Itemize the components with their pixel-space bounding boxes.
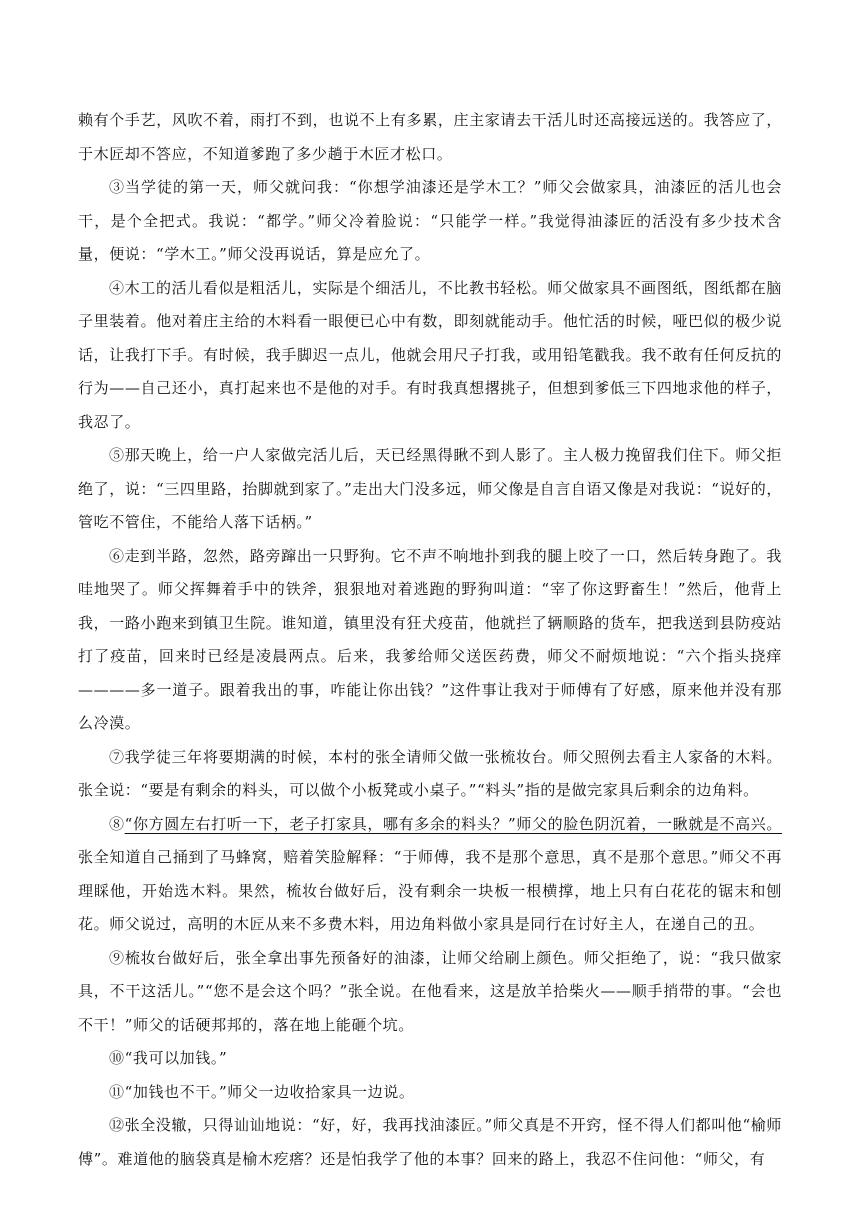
paragraph-5: ⑤那天晚上，给一户人家做完活儿后，天已经黑得瞅不到人影了。主人极力挽留我们住下。师父拒绝了，说：“三四里路，抬脚就到家了。”走出大门没多远，师父像是自言自语又像是对我说：“说好的，管吃不管住，不能给人落下话柄。” [78, 446, 782, 531]
paragraph-10: ⑩“我可以加钱。” [109, 1049, 228, 1067]
paragraph-9: ⑨梳妆台做好后，张全拿出事先预备好的油漆，让师父给刷上颜色。师父拒绝了，说：“我只做家具，不干这活儿。”“您不是会这个吗？”张全说。在他看来，这是放羊拾柴火——顺手捎带的事。“会也不干！”师父的话硬邦邦的，落在地上能砸个坑。 [78, 948, 782, 1034]
underlined-sentence: “你方圆左右打听一下，老子打家具，哪有多余的料头？”师父的脸色阴沉着，一瞅就是不高兴。 [124, 814, 782, 833]
body-text [78, 104, 782, 1176]
paragraph-12: ⑫张全没辙，只得讪讪地说：“好，好，我再找油漆匠。”师父真是不开窍，怪不得人们都叫他“榆师傅”。难道他的脑袋真是榆木疙瘩？还是怕我学了他的本事？回来的路上，我忍不住问他：“师父，有 [78, 1116, 782, 1168]
paragraph-continued: 赖有个手艺，风吹不着，雨打不到，也说不上有多累，庄主家请去干活儿时还高接远送的。我答应了，于木匠却不答应，不知道爹跑了多少趟于木匠才松口。 [78, 111, 782, 163]
paragraph-3: ③当学徒的第一天，师父就问我：“你想学油漆还是学木工？”师父会做家具，油漆匠的活儿也会干，是个全把式。我说：“都学。”师父冷着脸说：“只能学一样。”我觉得油漆匠的活没有多少技术含量，便说：“学木工。”师父没再说话，算是应允了。 [78, 178, 782, 263]
paragraph-6: ⑥走到半路，忽然，路旁蹿出一只野狗。它不声不响地扑到我的腿上咬了一口，然后转身跑了。我哇地哭了。师父挥舞着手中的铁斧，狠狠地对着逃跑的野狗叫道：“宰了你这野畜生！”然后，他背上我，一路小跑来到镇卫生院。谁知道，镇里没有狂犬疫苗，他就拦了辆顺路的货车，把我送到县防疫站打了疫苗，回来时已经是凌晨两点。后来，我爹给师父送医药费，师父不耐烦地说：“六个指头挠痒————多一道子。跟着我出的事，咋能让你出钱？”这件事让我对于师傅有了好感，原来他并没有那么冷漠。 [78, 546, 782, 732]
paragraph-7: ⑦我学徒三年将要期满的时候，本村的张全请师父做一张梳妆台。师父照例去看主人家备的木料。张全说：“要是有剩余的料头，可以做个小板凳或小桌子。”“料头”指的是做完家具后剩余的边角料。 [78, 747, 782, 799]
paragraph-8-rest: 张全知道自己捅到了马蜂窝，赔着笑脸解释：“于师傅，我不是那个意思，真不是那个意思。”师父不再理睬他，开始选木料。果然，梳妆台做好后，没有剩余一块板一根横撑，地上只有白花花的锯末和刨花。师父说过，高明的木匠从来不多费木料，用边角料做小家具是同行在讨好主人，在递自己的丑。 [78, 848, 782, 933]
paragraph-11: ⑪“加钱也不干。”师父一边收拾家具一边说。 [109, 1082, 415, 1101]
paragraph-8-number: ⑧ [109, 814, 125, 833]
paragraph-8 [78, 808, 782, 942]
paragraph-4: ④木工的活儿看似是粗活儿，实际是个细活儿，不比教书轻松。师父做家具不画图纸，图纸都在脑子里装着。他对着庄主给的木料看一眼便已心中有数，即刻就能动手。他忙活的时候，哑巴似的极少说话，让我打下手。有时候，我手脚迟一点儿，他就会用尺子打我，或用铅笔戳我。我不敢有任何反抗的行为——自己还小，真打起来也不是他的对手。有时我真想撂挑子，但想到爹低三下四地求他的样子，我忍了。 [78, 278, 782, 431]
